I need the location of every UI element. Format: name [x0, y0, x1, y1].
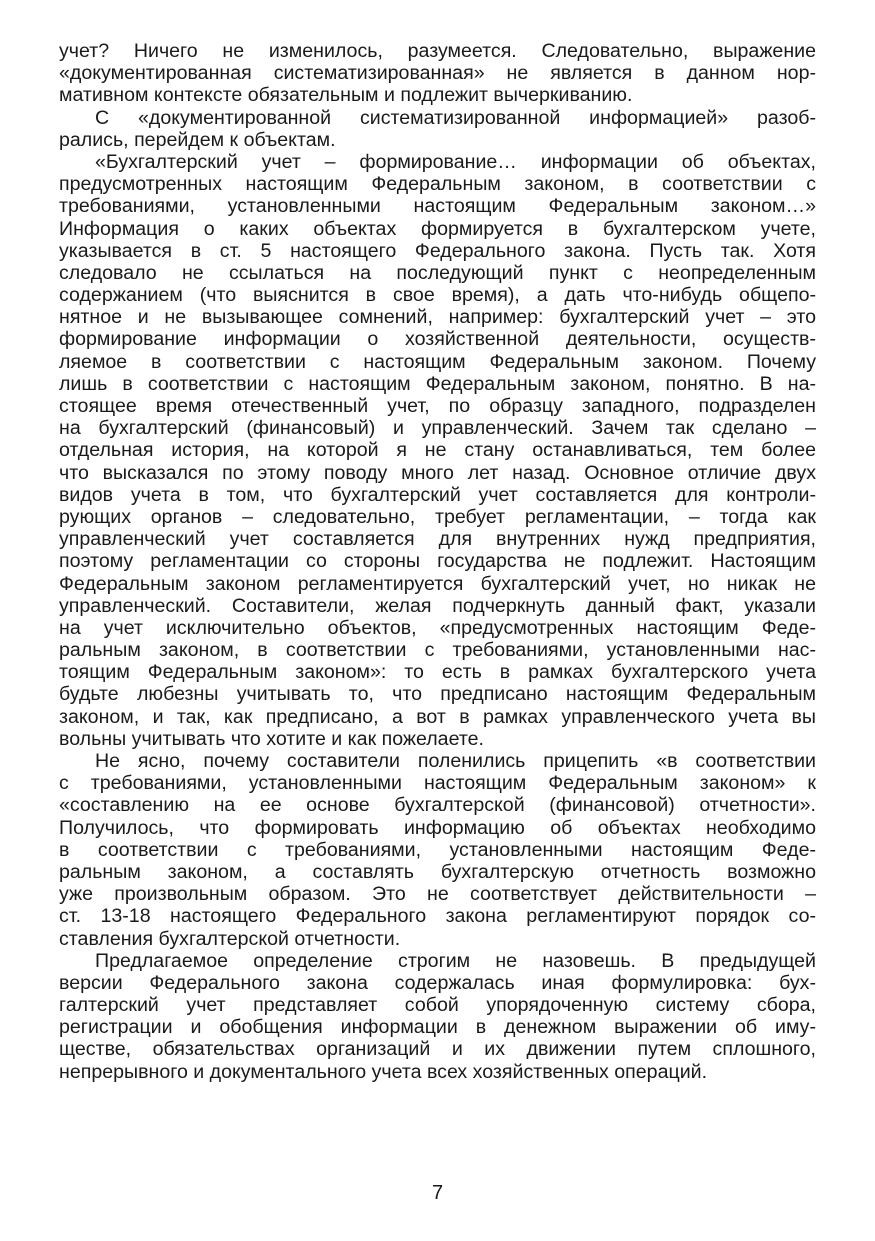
text-line: на учет исключительно объектов, «предусмотренных настоящим Феде-: [59, 616, 816, 639]
text-line: ставления бухгалтерской отчетности.: [59, 927, 401, 950]
text-line: требованиями, установленными настоящим Федеральным законом…»: [59, 195, 816, 218]
text-line: ществе, обязательствах организаций и их движении путем сплошного,: [59, 1038, 816, 1061]
text-line: версии Федерального закона содержалась иная формулировка: бух-: [59, 971, 816, 994]
text-line: управленческий учет составляется для внутренних нужд предприятия,: [59, 528, 816, 551]
page-number: 7: [431, 1182, 444, 1204]
text-line: рались, перейдем к объектам.: [59, 128, 336, 151]
text-line: формирование информации о хозяйственной деятельности, осуществ-: [59, 328, 816, 351]
text-line: ральным законом, а составлять бухгалтерскую отчетность возможно: [59, 860, 816, 883]
text-line: стоящее время отечественный учет, по образцу западного, подразделен: [59, 395, 816, 417]
text-line: «составлению на ее основе бухгалтерской (финансовой) отчетности».: [59, 794, 816, 817]
text-line: галтерский учет представляет собой упорядоченную систему сбора,: [59, 994, 816, 1017]
text-line: «документированная систематизированная» не является в данном нор-: [59, 62, 816, 85]
text-line: ляемое в соответствии с настоящим Федеральным законом. Почему: [59, 350, 816, 373]
text-line: учет? Ничего не изменилось, разумеется. Следовательно, выражение: [59, 40, 816, 62]
text-line: указывается в ст. 5 настоящего Федерального закона. Пусть так. Хотя: [59, 239, 816, 262]
text-line: рующих органов – следовательно, требует регламентации, – тогда как: [59, 505, 816, 528]
text-line: поэтому регламентации со стороны государства не подлежит. Настоящим: [59, 550, 816, 573]
text-line: законом, и так, как предписано, а вот в рамках управленческого учета вы: [59, 705, 816, 728]
page-body: [59, 40, 816, 1083]
text-line: ст. 13-18 настоящего Федерального закона регламентируют порядок со-: [59, 905, 816, 928]
text-line: Получилось, что формировать информацию об объектах необходимо: [59, 816, 816, 839]
text-line: тоящим Федеральным законом»: то есть в рамках бухгалтерского учета: [59, 661, 816, 684]
text-line: управленческий. Составители, желая подчеркнуть данный факт, указали: [59, 594, 816, 617]
text-line: непрерывного и документального учета всех хозяйственных операций.: [59, 1060, 708, 1083]
text-line: «Бухгалтерский учет – формирование… информации об объектах,: [95, 150, 816, 173]
text-line: Предлагаемое определение строгим не назовешь. В предыдущей: [95, 949, 816, 972]
text-line: Федеральным законом регламентируется бухгалтерский учет, но никак не: [59, 572, 816, 595]
text-line: отдельная история, на которой я не стану останавливаться, тем более: [59, 439, 816, 462]
text-line: лишь в соответствии с настоящим Федеральным законом, понятно. В на-: [59, 372, 816, 395]
text-line: С «документированной систематизированной информацией» разоб-: [95, 106, 816, 129]
text-line: Информация о каких объектах формируется в бухгалтерском учете,: [59, 217, 816, 240]
text-line: предусмотренных настоящим Федеральным законом, в соответствии с: [59, 173, 816, 196]
text-line: ральным законом, в соответствии с требованиями, установленными нас-: [59, 639, 816, 662]
text-line: видов учета в том, что бухгалтерский учет составляется для контроли-: [59, 483, 816, 506]
text-line: уже произвольным образом. Это не соответствует действительности –: [59, 883, 816, 906]
text-line: что высказался по этому поводу много лет назад. Основное отличие двух: [59, 461, 816, 484]
text-line: с требованиями, установленными настоящим Федеральным законом» к: [59, 772, 816, 795]
text-line: нятное и не вызывающее сомнений, например: бухгалтерский учет – это: [59, 306, 816, 329]
text-line: регистрации и обобщения информации в денежном выражении об иму-: [59, 1016, 816, 1039]
text-line: следовало не ссылаться на последующий пункт с неопределенным: [59, 261, 816, 284]
text-line: вольны учитывать что хотите и как пожелаете.: [59, 727, 484, 750]
text-line: в соответствии с требованиями, установленными настоящим Феде-: [59, 838, 816, 861]
text-line: содержанием (что выяснится в свое время), а дать что-нибудь общепо-: [59, 284, 816, 307]
text-line: будьте любезны учитывать то, что предписано настоящим Федеральным: [59, 683, 816, 706]
text-line: Не ясно, почему составители поленились прицепить «в соответствии: [95, 750, 816, 772]
text-line: на бухгалтерский (финансовый) и управленческий. Зачем так сделано –: [59, 417, 816, 440]
text-line: мативном контексте обязательным и подлежит вычеркиванию.: [59, 84, 633, 107]
